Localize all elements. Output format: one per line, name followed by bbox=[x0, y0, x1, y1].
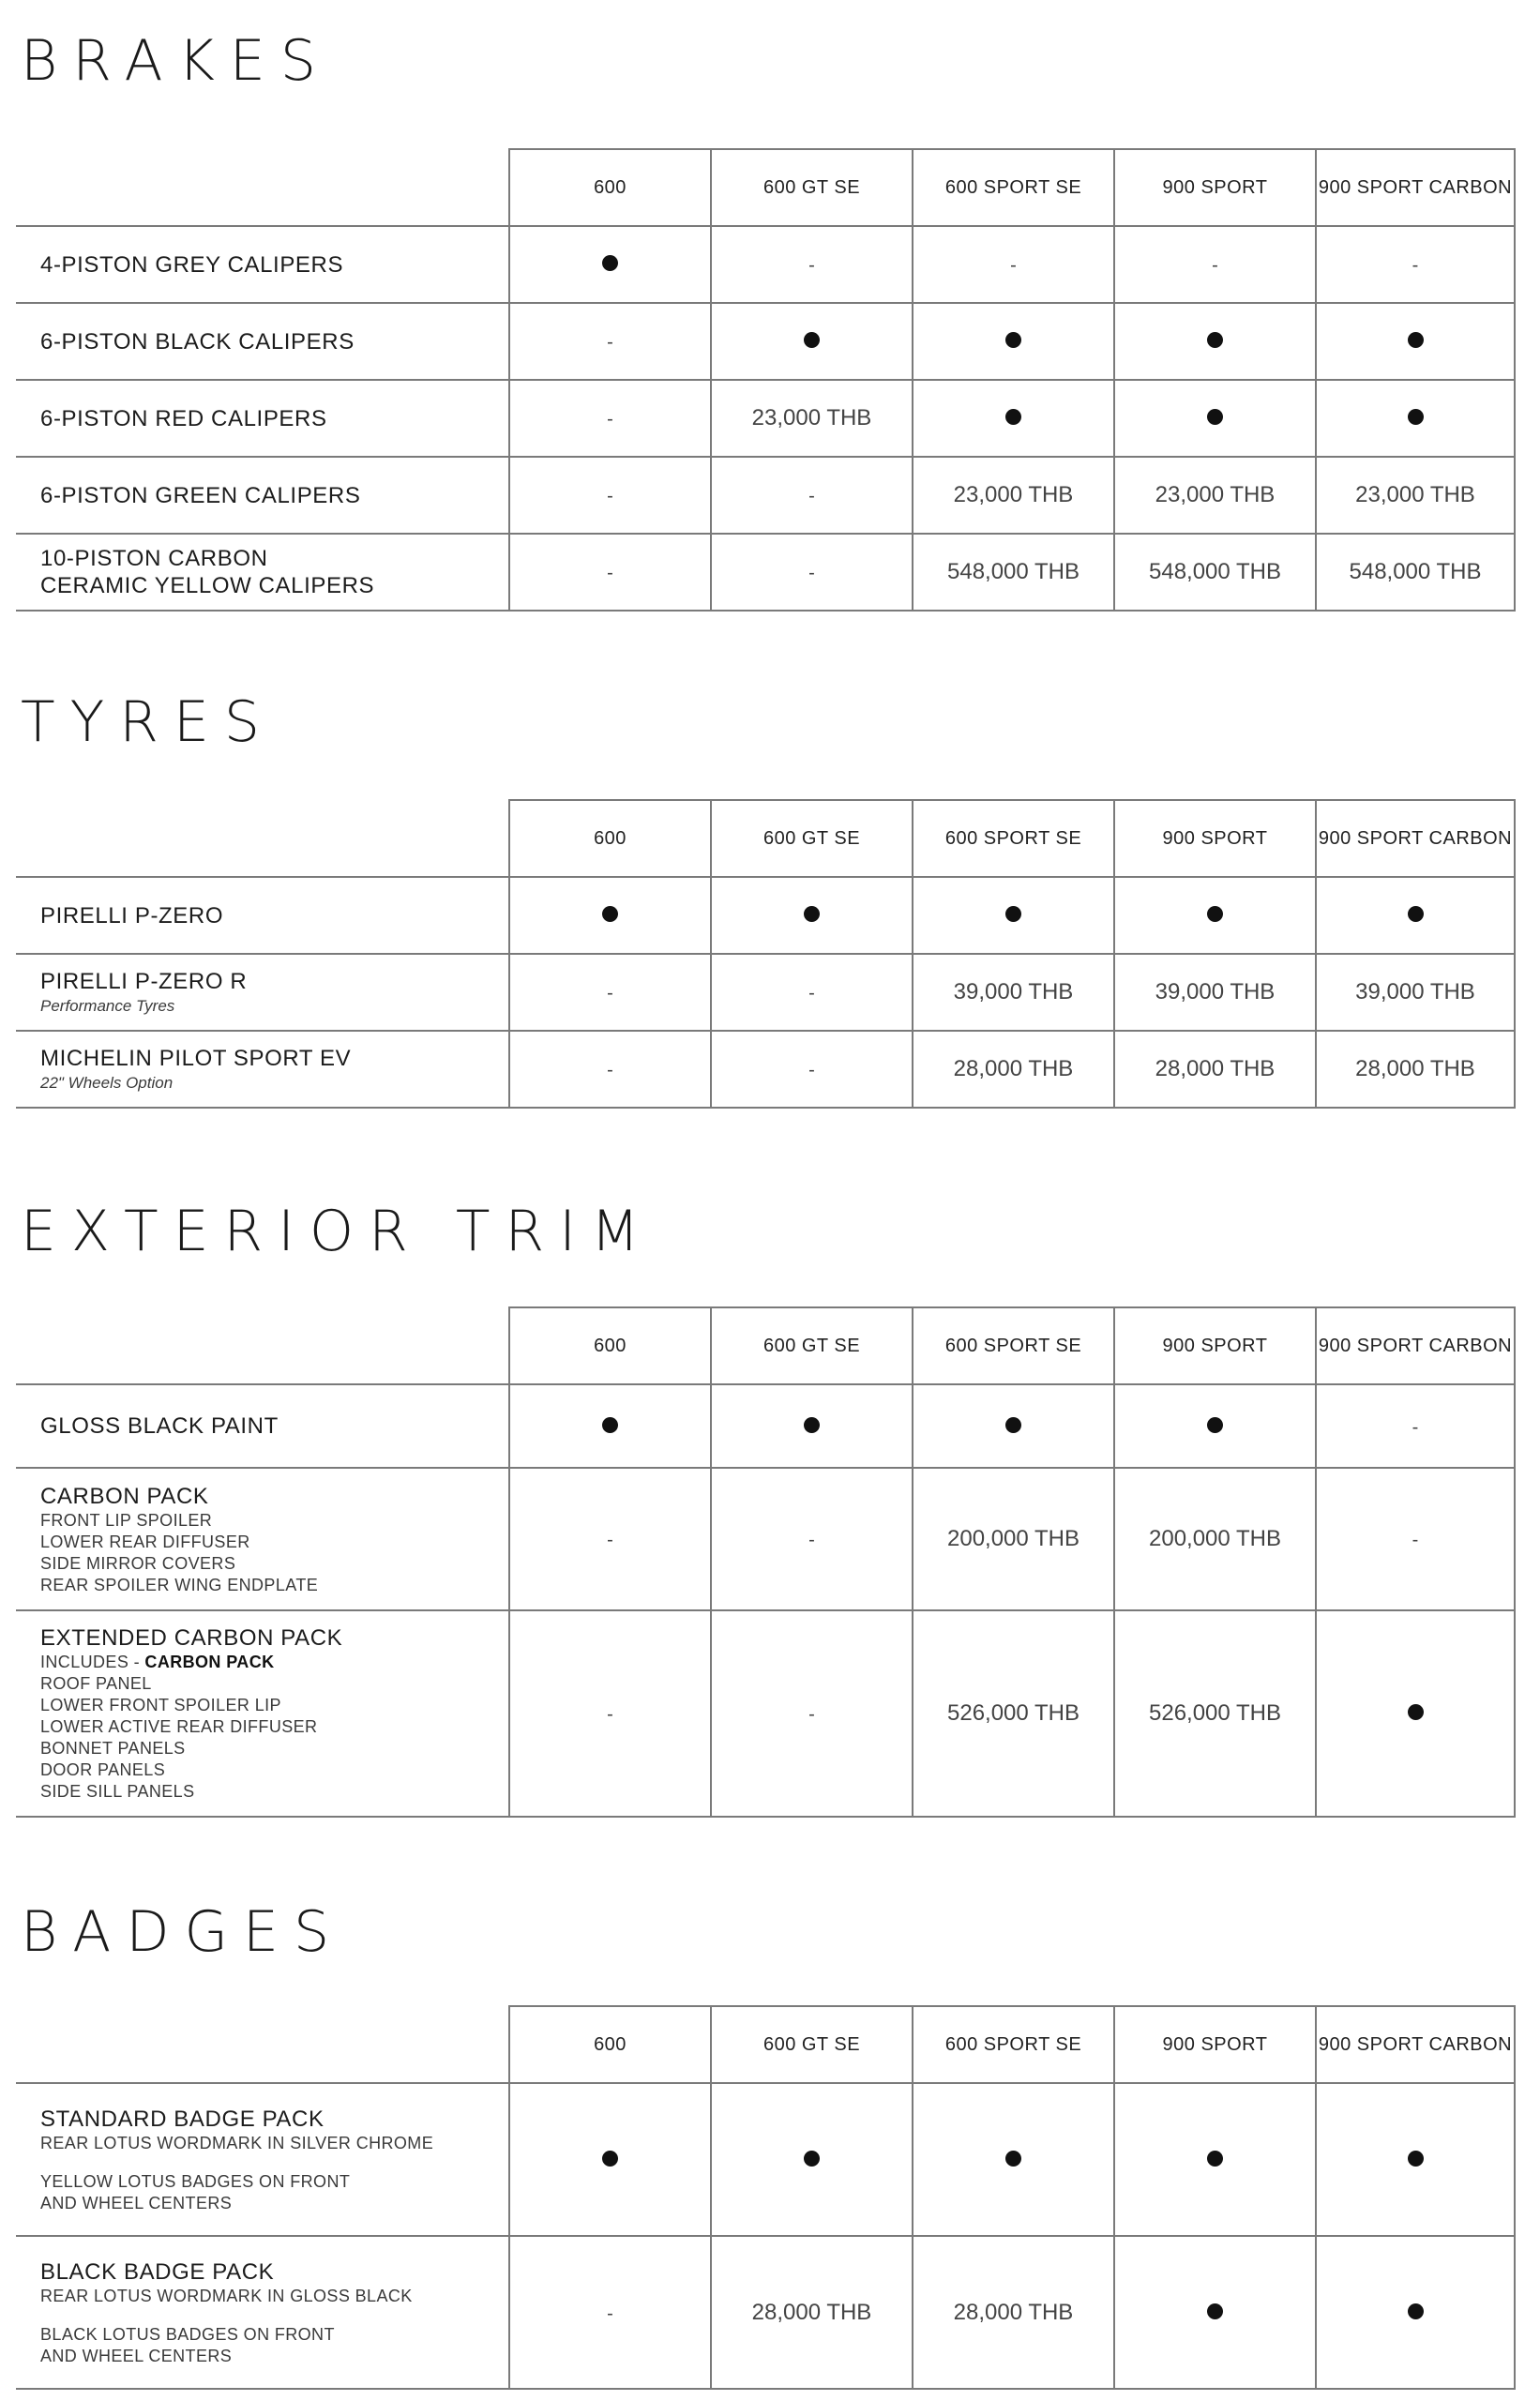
standard-dot-icon bbox=[602, 255, 618, 271]
value-cell bbox=[913, 303, 1114, 380]
column-header: 600 GT SE bbox=[711, 1307, 913, 1384]
value-cell bbox=[509, 226, 711, 303]
row-name: EXTENDED CARBON PACK bbox=[40, 1625, 343, 1651]
value-cell bbox=[913, 2236, 1114, 2389]
value-cell bbox=[711, 2083, 913, 2236]
value-cell bbox=[711, 877, 913, 954]
standard-dot-icon bbox=[1207, 332, 1223, 348]
value-text: 200,000 THB bbox=[947, 1526, 1080, 1551]
row-name: 4-PISTON GREY CALIPERS bbox=[40, 251, 344, 278]
standard-dot-icon bbox=[1408, 906, 1424, 922]
standard-dot-icon bbox=[1408, 1704, 1424, 1720]
header-corner bbox=[16, 1307, 509, 1384]
value-cell bbox=[711, 1384, 913, 1468]
value-cell bbox=[509, 1610, 711, 1817]
value-cell bbox=[913, 1468, 1114, 1610]
standard-dot-icon bbox=[1005, 332, 1021, 348]
value-cell bbox=[1114, 1031, 1316, 1108]
value-cell bbox=[711, 534, 913, 611]
row-label bbox=[16, 2083, 509, 2236]
value-cell bbox=[509, 303, 711, 380]
column-header: 600 GT SE bbox=[711, 2006, 913, 2083]
value-text: - bbox=[808, 1704, 815, 1725]
value-cell bbox=[509, 877, 711, 954]
column-header: 600 GT SE bbox=[711, 149, 913, 226]
value-text: 548,000 THB bbox=[1149, 559, 1281, 584]
value-cell bbox=[1316, 534, 1515, 611]
value-cell bbox=[913, 534, 1114, 611]
standard-dot-icon bbox=[1207, 2151, 1223, 2167]
row-name: 6-PISTON BLACK CALIPERS bbox=[40, 328, 355, 355]
badges-table bbox=[16, 2005, 1516, 2390]
column-header: 600 bbox=[509, 2006, 711, 2083]
column-header: 600 SPORT SE bbox=[913, 149, 1114, 226]
value-cell bbox=[1316, 954, 1515, 1031]
value-cell bbox=[509, 2236, 711, 2389]
value-text: 23,000 THB bbox=[751, 405, 872, 430]
value-text: 39,000 THB bbox=[1355, 979, 1475, 1004]
value-cell bbox=[1316, 457, 1515, 534]
tyres-table bbox=[16, 799, 1516, 1109]
value-text: - bbox=[607, 332, 613, 353]
value-text: - bbox=[808, 486, 815, 506]
row-detail: DOOR PANELS bbox=[40, 1760, 166, 1779]
value-text: - bbox=[808, 563, 815, 583]
value-text: - bbox=[607, 409, 613, 430]
value-text: - bbox=[607, 2303, 613, 2324]
row-detail: LOWER FRONT SPOILER LIP bbox=[40, 1696, 281, 1714]
standard-dot-icon bbox=[602, 906, 618, 922]
value-text: 23,000 THB bbox=[953, 482, 1074, 507]
value-text: - bbox=[607, 1530, 613, 1550]
standard-dot-icon bbox=[1207, 409, 1223, 425]
value-cell bbox=[913, 2083, 1114, 2236]
row-name: 6-PISTON RED CALIPERS bbox=[40, 405, 327, 431]
value-text: 28,000 THB bbox=[1155, 1056, 1276, 1081]
value-cell bbox=[1114, 1610, 1316, 1817]
value-cell bbox=[1316, 303, 1515, 380]
row-label bbox=[16, 1610, 509, 1817]
value-text: 200,000 THB bbox=[1149, 1526, 1281, 1551]
column-header: 600 bbox=[509, 800, 711, 877]
row-name: STANDARD BADGE PACK bbox=[40, 2106, 325, 2132]
value-text: 28,000 THB bbox=[1355, 1056, 1475, 1081]
column-header: 600 GT SE bbox=[711, 800, 913, 877]
value-cell bbox=[913, 226, 1114, 303]
table-header-row bbox=[16, 1307, 1515, 1384]
value-cell bbox=[711, 1468, 913, 1610]
value-text: 28,000 THB bbox=[751, 2299, 872, 2325]
table-row bbox=[16, 303, 1515, 380]
row-label bbox=[16, 954, 509, 1031]
value-cell bbox=[1114, 1468, 1316, 1610]
standard-dot-icon bbox=[1408, 409, 1424, 425]
value-text: - bbox=[808, 1060, 815, 1080]
standard-dot-icon bbox=[1005, 2151, 1021, 2167]
value-cell bbox=[1316, 380, 1515, 457]
value-cell bbox=[913, 877, 1114, 954]
header-corner bbox=[16, 800, 509, 877]
column-header: 600 SPORT SE bbox=[913, 2006, 1114, 2083]
value-cell bbox=[1114, 457, 1316, 534]
standard-dot-icon bbox=[1408, 332, 1424, 348]
table-row bbox=[16, 1031, 1515, 1108]
column-header: 900 SPORT CARBON bbox=[1316, 2006, 1515, 2083]
standard-dot-icon bbox=[804, 906, 820, 922]
table-row bbox=[16, 1468, 1515, 1610]
value-text: - bbox=[1010, 255, 1017, 276]
value-cell bbox=[1114, 954, 1316, 1031]
value-cell bbox=[509, 2083, 711, 2236]
row-name: GLOSS BLACK PAINT bbox=[40, 1413, 279, 1439]
value-cell bbox=[1114, 1384, 1316, 1468]
table-row bbox=[16, 380, 1515, 457]
value-cell bbox=[711, 303, 913, 380]
value-cell bbox=[711, 1031, 913, 1108]
value-cell bbox=[1316, 1384, 1515, 1468]
value-text: - bbox=[607, 983, 613, 1004]
row-note: 22" Wheels Option bbox=[40, 1074, 174, 1092]
table-row bbox=[16, 534, 1515, 611]
row-name: CARBON PACK bbox=[40, 1483, 209, 1509]
value-cell bbox=[1114, 380, 1316, 457]
header-corner bbox=[16, 2006, 509, 2083]
section-title-badges: BADGES bbox=[21, 1899, 345, 1965]
value-text: 548,000 THB bbox=[1349, 559, 1482, 584]
table-row bbox=[16, 457, 1515, 534]
value-cell bbox=[1316, 1468, 1515, 1610]
value-text: - bbox=[607, 1704, 613, 1725]
value-cell bbox=[509, 954, 711, 1031]
column-header: 900 SPORT CARBON bbox=[1316, 800, 1515, 877]
value-cell bbox=[913, 1384, 1114, 1468]
value-text: - bbox=[607, 486, 613, 506]
table-row bbox=[16, 877, 1515, 954]
row-detail: REAR SPOILER WING ENDPLATE bbox=[40, 1575, 319, 1594]
column-header: 600 SPORT SE bbox=[913, 1307, 1114, 1384]
table-row bbox=[16, 954, 1515, 1031]
value-cell bbox=[711, 380, 913, 457]
row-name: BLACK BADGE PACK bbox=[40, 2258, 275, 2285]
table-row bbox=[16, 226, 1515, 303]
standard-dot-icon bbox=[1207, 2303, 1223, 2319]
column-header: 900 SPORT CARBON bbox=[1316, 149, 1515, 226]
value-cell bbox=[913, 954, 1114, 1031]
row-name: 6-PISTON GREEN CALIPERS bbox=[40, 482, 361, 508]
table-row bbox=[16, 2236, 1515, 2389]
value-cell bbox=[1114, 2083, 1316, 2236]
row-label bbox=[16, 1384, 509, 1468]
value-cell bbox=[913, 380, 1114, 457]
section-title-exterior-trim: EXTERIOR TRIM bbox=[21, 1199, 655, 1264]
row-label bbox=[16, 303, 509, 380]
value-text: 23,000 THB bbox=[1355, 482, 1475, 507]
standard-dot-icon bbox=[1005, 1417, 1021, 1433]
value-cell bbox=[1114, 877, 1316, 954]
standard-dot-icon bbox=[1005, 409, 1021, 425]
table-row bbox=[16, 1610, 1515, 1817]
header-corner bbox=[16, 149, 509, 226]
value-cell bbox=[509, 1468, 711, 1610]
row-label bbox=[16, 380, 509, 457]
includes-prefix: INCLUDES - bbox=[40, 1653, 145, 1671]
column-header: 600 bbox=[509, 149, 711, 226]
value-cell bbox=[509, 534, 711, 611]
standard-dot-icon bbox=[804, 332, 820, 348]
value-text: - bbox=[607, 563, 613, 583]
section-title-brakes: BRAKES bbox=[21, 28, 331, 94]
value-cell bbox=[711, 457, 913, 534]
value-text: - bbox=[607, 1060, 613, 1080]
value-text: 23,000 THB bbox=[1155, 482, 1276, 507]
value-cell bbox=[1316, 2236, 1515, 2389]
column-header: 900 SPORT bbox=[1114, 800, 1316, 877]
row-note: Performance Tyres bbox=[40, 997, 175, 1015]
standard-dot-icon bbox=[602, 2151, 618, 2167]
row-label bbox=[16, 2236, 509, 2389]
row-name: 10-PISTON CARBON CERAMIC YELLOW CALIPERS bbox=[40, 546, 375, 598]
standard-dot-icon bbox=[1207, 906, 1223, 922]
standard-dot-icon bbox=[1207, 1417, 1223, 1433]
row-detail: SIDE SILL PANELS bbox=[40, 1782, 195, 1801]
row-name: PIRELLI P-ZERO bbox=[40, 902, 224, 929]
row-detail: ROOF PANEL bbox=[40, 1674, 152, 1693]
value-cell bbox=[913, 1031, 1114, 1108]
value-text: 548,000 THB bbox=[947, 559, 1080, 584]
value-cell bbox=[711, 2236, 913, 2389]
standard-dot-icon bbox=[1005, 906, 1021, 922]
value-cell bbox=[509, 1384, 711, 1468]
standard-dot-icon bbox=[804, 2151, 820, 2167]
table-row bbox=[16, 1384, 1515, 1468]
includes-pack-name: CARBON PACK bbox=[144, 1653, 275, 1671]
brakes-table bbox=[16, 148, 1516, 612]
row-detail: LOWER REAR DIFFUSER bbox=[40, 1532, 250, 1551]
value-cell bbox=[509, 380, 711, 457]
column-header: 900 SPORT bbox=[1114, 149, 1316, 226]
value-cell bbox=[1316, 226, 1515, 303]
value-text: 526,000 THB bbox=[1149, 1700, 1281, 1726]
value-text: 39,000 THB bbox=[953, 979, 1074, 1004]
exterior-trim-table bbox=[16, 1306, 1516, 1818]
column-header: 900 SPORT bbox=[1114, 1307, 1316, 1384]
row-detail: REAR LOTUS WORDMARK IN GLOSS BLACK bbox=[40, 2286, 413, 2305]
value-text: 526,000 THB bbox=[947, 1700, 1080, 1726]
value-text: - bbox=[1412, 255, 1419, 276]
column-header: 600 bbox=[509, 1307, 711, 1384]
value-cell bbox=[1316, 2083, 1515, 2236]
standard-dot-icon bbox=[602, 1417, 618, 1433]
standard-dot-icon bbox=[1408, 2151, 1424, 2167]
value-cell bbox=[509, 1031, 711, 1108]
table-header-row bbox=[16, 2006, 1515, 2083]
value-text: - bbox=[1412, 1416, 1419, 1438]
value-cell bbox=[913, 1610, 1114, 1817]
row-detail: LOWER ACTIVE REAR DIFFUSER bbox=[40, 1717, 318, 1736]
row-detail: BLACK LOTUS BADGES ON FRONT AND WHEEL CENTERS bbox=[40, 2324, 335, 2365]
value-text: - bbox=[808, 255, 815, 276]
value-cell bbox=[913, 457, 1114, 534]
row-detail: YELLOW LOTUS BADGES ON FRONT AND WHEEL CENTERS bbox=[40, 2171, 350, 2212]
table-header-row bbox=[16, 800, 1515, 877]
value-cell bbox=[1114, 303, 1316, 380]
value-cell bbox=[1316, 877, 1515, 954]
value-text: - bbox=[1212, 255, 1218, 276]
row-label bbox=[16, 226, 509, 303]
value-cell bbox=[1316, 1031, 1515, 1108]
value-text: 28,000 THB bbox=[953, 2299, 1074, 2325]
value-text: 39,000 THB bbox=[1155, 979, 1276, 1004]
row-label bbox=[16, 877, 509, 954]
row-label bbox=[16, 534, 509, 611]
row-label bbox=[16, 457, 509, 534]
value-cell bbox=[1114, 2236, 1316, 2389]
column-header: 600 SPORT SE bbox=[913, 800, 1114, 877]
value-text: 28,000 THB bbox=[953, 1056, 1074, 1081]
value-cell bbox=[711, 226, 913, 303]
value-text: - bbox=[1412, 1530, 1419, 1550]
row-label bbox=[16, 1031, 509, 1108]
value-text: - bbox=[808, 983, 815, 1004]
value-text: - bbox=[808, 1530, 815, 1550]
table-header-row bbox=[16, 149, 1515, 226]
row-detail bbox=[40, 1652, 495, 1673]
standard-dot-icon bbox=[1408, 2303, 1424, 2319]
row-detail: REAR LOTUS WORDMARK IN SILVER CHROME bbox=[40, 2133, 434, 2152]
value-cell bbox=[1114, 226, 1316, 303]
column-header: 900 SPORT CARBON bbox=[1316, 1307, 1515, 1384]
value-cell bbox=[509, 457, 711, 534]
table-row bbox=[16, 2083, 1515, 2236]
row-detail: FRONT LIP SPOILER bbox=[40, 1510, 213, 1530]
row-name: PIRELLI P-ZERO R bbox=[40, 969, 248, 994]
row-detail: BONNET PANELS bbox=[40, 1739, 186, 1758]
value-cell bbox=[1316, 1610, 1515, 1817]
row-name: MICHELIN PILOT SPORT EV bbox=[40, 1046, 352, 1071]
row-label bbox=[16, 1468, 509, 1610]
row-detail: SIDE MIRROR COVERS bbox=[40, 1553, 236, 1573]
value-cell bbox=[711, 1610, 913, 1817]
standard-dot-icon bbox=[804, 1417, 820, 1433]
section-title-tyres: TYRES bbox=[21, 689, 275, 755]
value-cell bbox=[1114, 534, 1316, 611]
column-header: 900 SPORT bbox=[1114, 2006, 1316, 2083]
value-cell bbox=[711, 954, 913, 1031]
